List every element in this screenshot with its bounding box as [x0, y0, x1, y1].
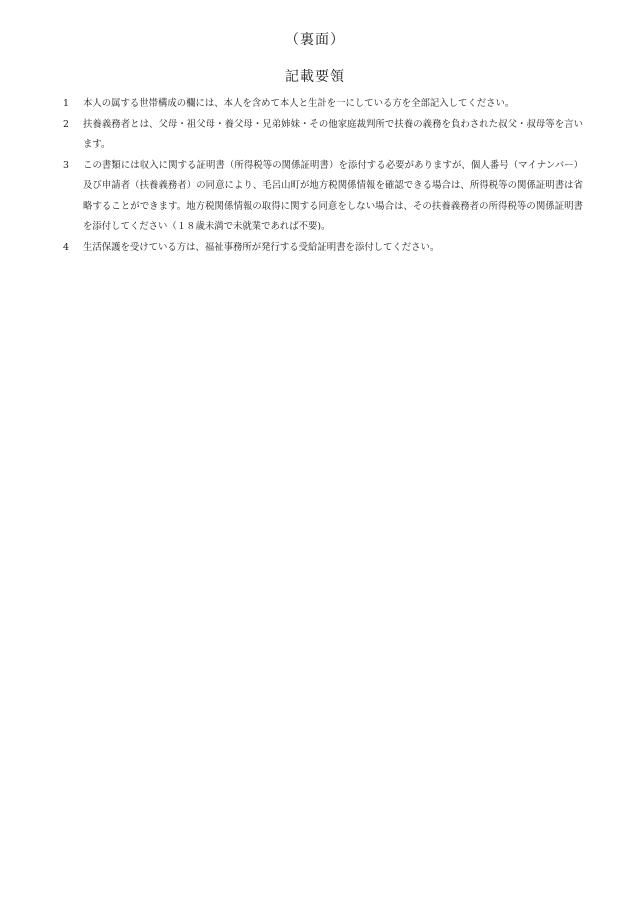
- instruction-text: この書類には収入に関する証明書（所得税等の関係証明書）を添付する必要がありますが、個人番号（マイナンバー）及び申請者（扶養義務者）の同意により、毛呂山町が地方税関係情報を確認できる場合は、所得税等の関係証明書は省略することができます。地方税関係情報の取得に関する同意をしない場合は、その扶養義務者の所得税等の関係証明書を添付してください（１８歳未満で未就業であれば不要)。: [83, 159, 583, 232]
- instruction-list: [63, 94, 583, 258]
- instruction-text: 生活保護を受けている方は、福祉事務所が発行する受給証明書を添付してください。: [83, 241, 440, 253]
- instruction-number: 4: [63, 241, 69, 253]
- instruction-number: 2: [63, 118, 69, 130]
- instruction-item-1: [63, 94, 583, 115]
- instruction-item-2: [63, 115, 583, 156]
- page-side-label: （裏面）: [285, 32, 345, 48]
- instruction-number: 3: [63, 159, 69, 171]
- instruction-number: 1: [63, 98, 69, 109]
- instruction-text: 扶養義務者とは、父母・祖父母・養父母・兄弟姉妹・その他家庭裁判所で扶養の義務を負わされた叔父・叔母等を言います。: [83, 118, 583, 150]
- instruction-text: 本人の属する世帯構成の欄には、本人を含めて本人と生計を一にしている方を全部記入してください。: [83, 98, 515, 109]
- instruction-item-4: [63, 238, 583, 259]
- page-heading: 記載要領: [285, 69, 345, 85]
- instruction-item-3: [63, 156, 583, 238]
